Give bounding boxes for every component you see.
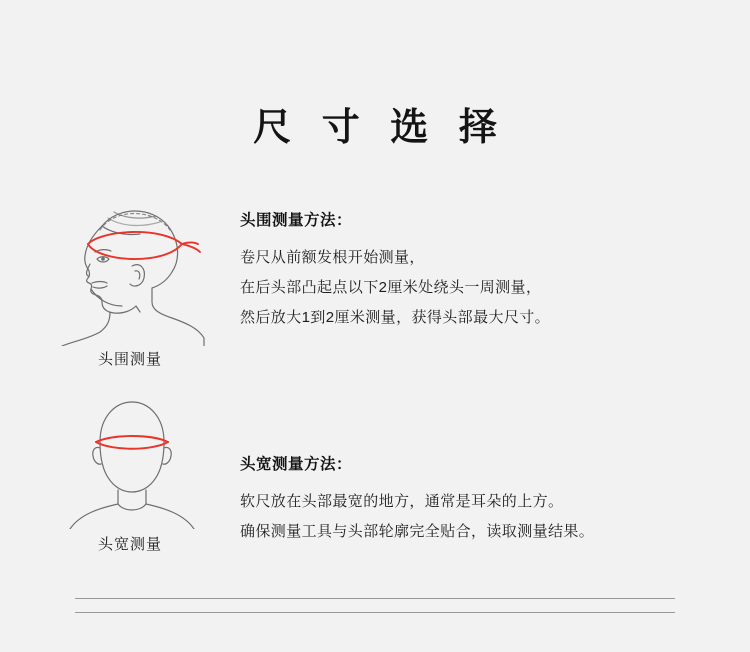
width-line-2: 确保测量工具与头部轮廓完全贴合，读取测量结果。 (240, 523, 595, 540)
circumference-line-2: 在后头部凸起点以下2厘米处绕头一周测量， (240, 279, 542, 296)
section-head-width (0, 390, 750, 560)
head-circumference-illustration (40, 186, 220, 369)
circumference-line-3: 然后放大1到2厘米测量，获得头部最大尺寸。 (240, 309, 551, 326)
side-head-profile-icon (40, 186, 220, 346)
figure-caption-width: 头宽测量 (97, 536, 162, 553)
head-circumference-text (240, 208, 740, 333)
heading-head-circumference: 头围测量方法： (240, 212, 353, 229)
head-width-text (240, 452, 740, 547)
footer-divider-top (75, 598, 675, 599)
head-width-illustration (40, 394, 220, 554)
heading-head-width: 头宽测量方法： (240, 456, 353, 473)
circumference-line-1: 卷尺从前额发根开始测量， (240, 249, 425, 266)
section-head-circumference (0, 180, 750, 380)
width-line-1: 软尺放在头部最宽的地方，通常是耳朵的上方。 (240, 493, 564, 510)
page-title: 尺 寸 选 择 (253, 107, 507, 149)
figure-caption-circumference: 头围测量 (97, 351, 162, 368)
front-head-outline-icon (40, 394, 220, 529)
footer-divider-bottom (75, 612, 675, 613)
